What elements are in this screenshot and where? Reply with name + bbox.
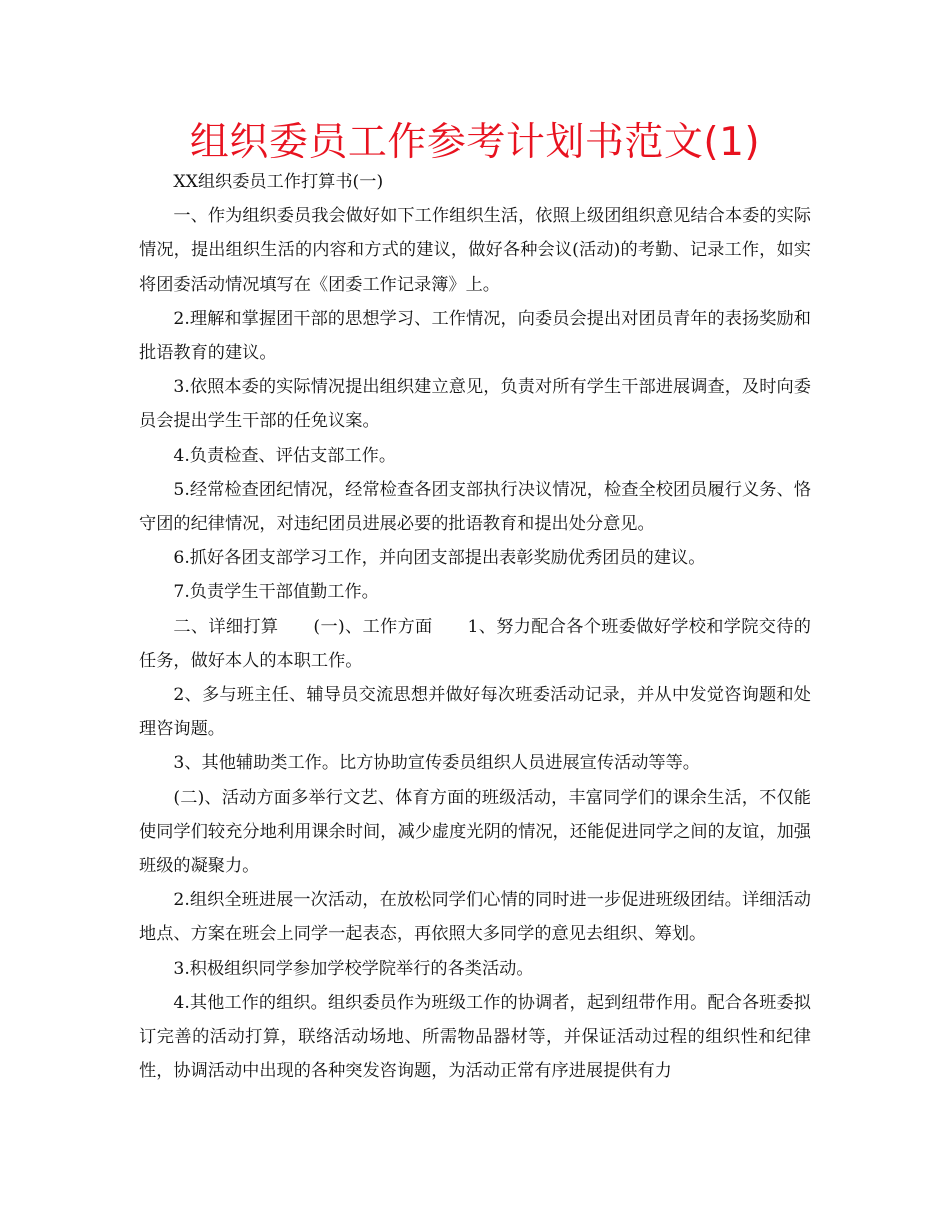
paragraph-5: 5.经常检查团纪情况，经常检查各团支部执行决议情况，检查全校团员履行义务、恪守团的纪律情况，对违纪团员进展必要的批语教育和提出处分意见。: [139, 479, 811, 535]
document-title: 组织委员工作参考计划书范文(1): [189, 120, 761, 165]
paragraph-13: 3.积极组织同学参加学校学院举行的各类活动。: [173, 958, 534, 979]
paragraph-9: 2、多与班主任、辅导员交流思想并做好每次班委活动记录，并从中发觉咨询题和处理咨询题。: [139, 685, 811, 740]
paragraph-10: 3、其他辅助类工作。比方协助宣传委员组织人员进展宣传活动等等。: [173, 753, 700, 774]
paragraph-14: 4.其他工作的组织。组织委员作为班级工作的协调者，起到纽带作用。配合各班委拟订完善的活动打算，联络活动场地、所需物品器材等，并保证活动过程的组织性和纪律性，协调活动中出现的各种突发咨询题，为活动正常有序进展提供有力: [139, 992, 811, 1082]
paragraph-11: (二)、活动方面多举行文艺、体育方面的班级活动，丰富同学们的课余生活，不仅能使同学们较充分地利用课余时间，减少虚度光阴的情况，还能促进同学之间的友谊，加强班级的凝聚力。: [139, 787, 811, 877]
paragraph-6: 6.抓好各团支部学习工作，并向团支部提出表彰奖励优秀团员的建议。: [173, 548, 706, 569]
document-subtitle: XX组织委员工作打算书(一): [173, 172, 384, 192]
paragraph-4: 4.负责检查、评估支部工作。: [173, 445, 397, 466]
paragraph-2: 2.理解和掌握团干部的思想学习、工作情况，向委员会提出对团员青年的表扬奖励和批语教育的建议。: [139, 308, 811, 364]
document-body: [139, 165, 811, 1088]
paragraph-7: 7.负责学生干部值勤工作。: [173, 582, 379, 603]
paragraph-8: 二、详细打算 (一)、工作方面 1、努力配合各个班委做好学校和学院交待的任务，做好本人的本职工作。: [139, 616, 811, 671]
paragraph-12: 2.组织全班进展一次活动，在放松同学们心情的同时进一步促进班级团结。详细活动地点、方案在班会上同学一起表态，再依照大多同学的意见去组织、筹划。: [139, 890, 811, 945]
paragraph-1: 一、作为组织委员我会做好如下工作组织生活，依照上级团组织意见结合本委的实际情况，提出组织生活的内容和方式的建议，做好各种会议(活动)的考勤、记录工作，如实将团委活动情况填写在《团委工作记录簿》上。: [139, 206, 811, 295]
paragraph-3: 3.依照本委的实际情况提出组织建立意见，负责对所有学生干部进展调查，及时向委员会提出学生干部的任免议案。: [139, 377, 811, 432]
